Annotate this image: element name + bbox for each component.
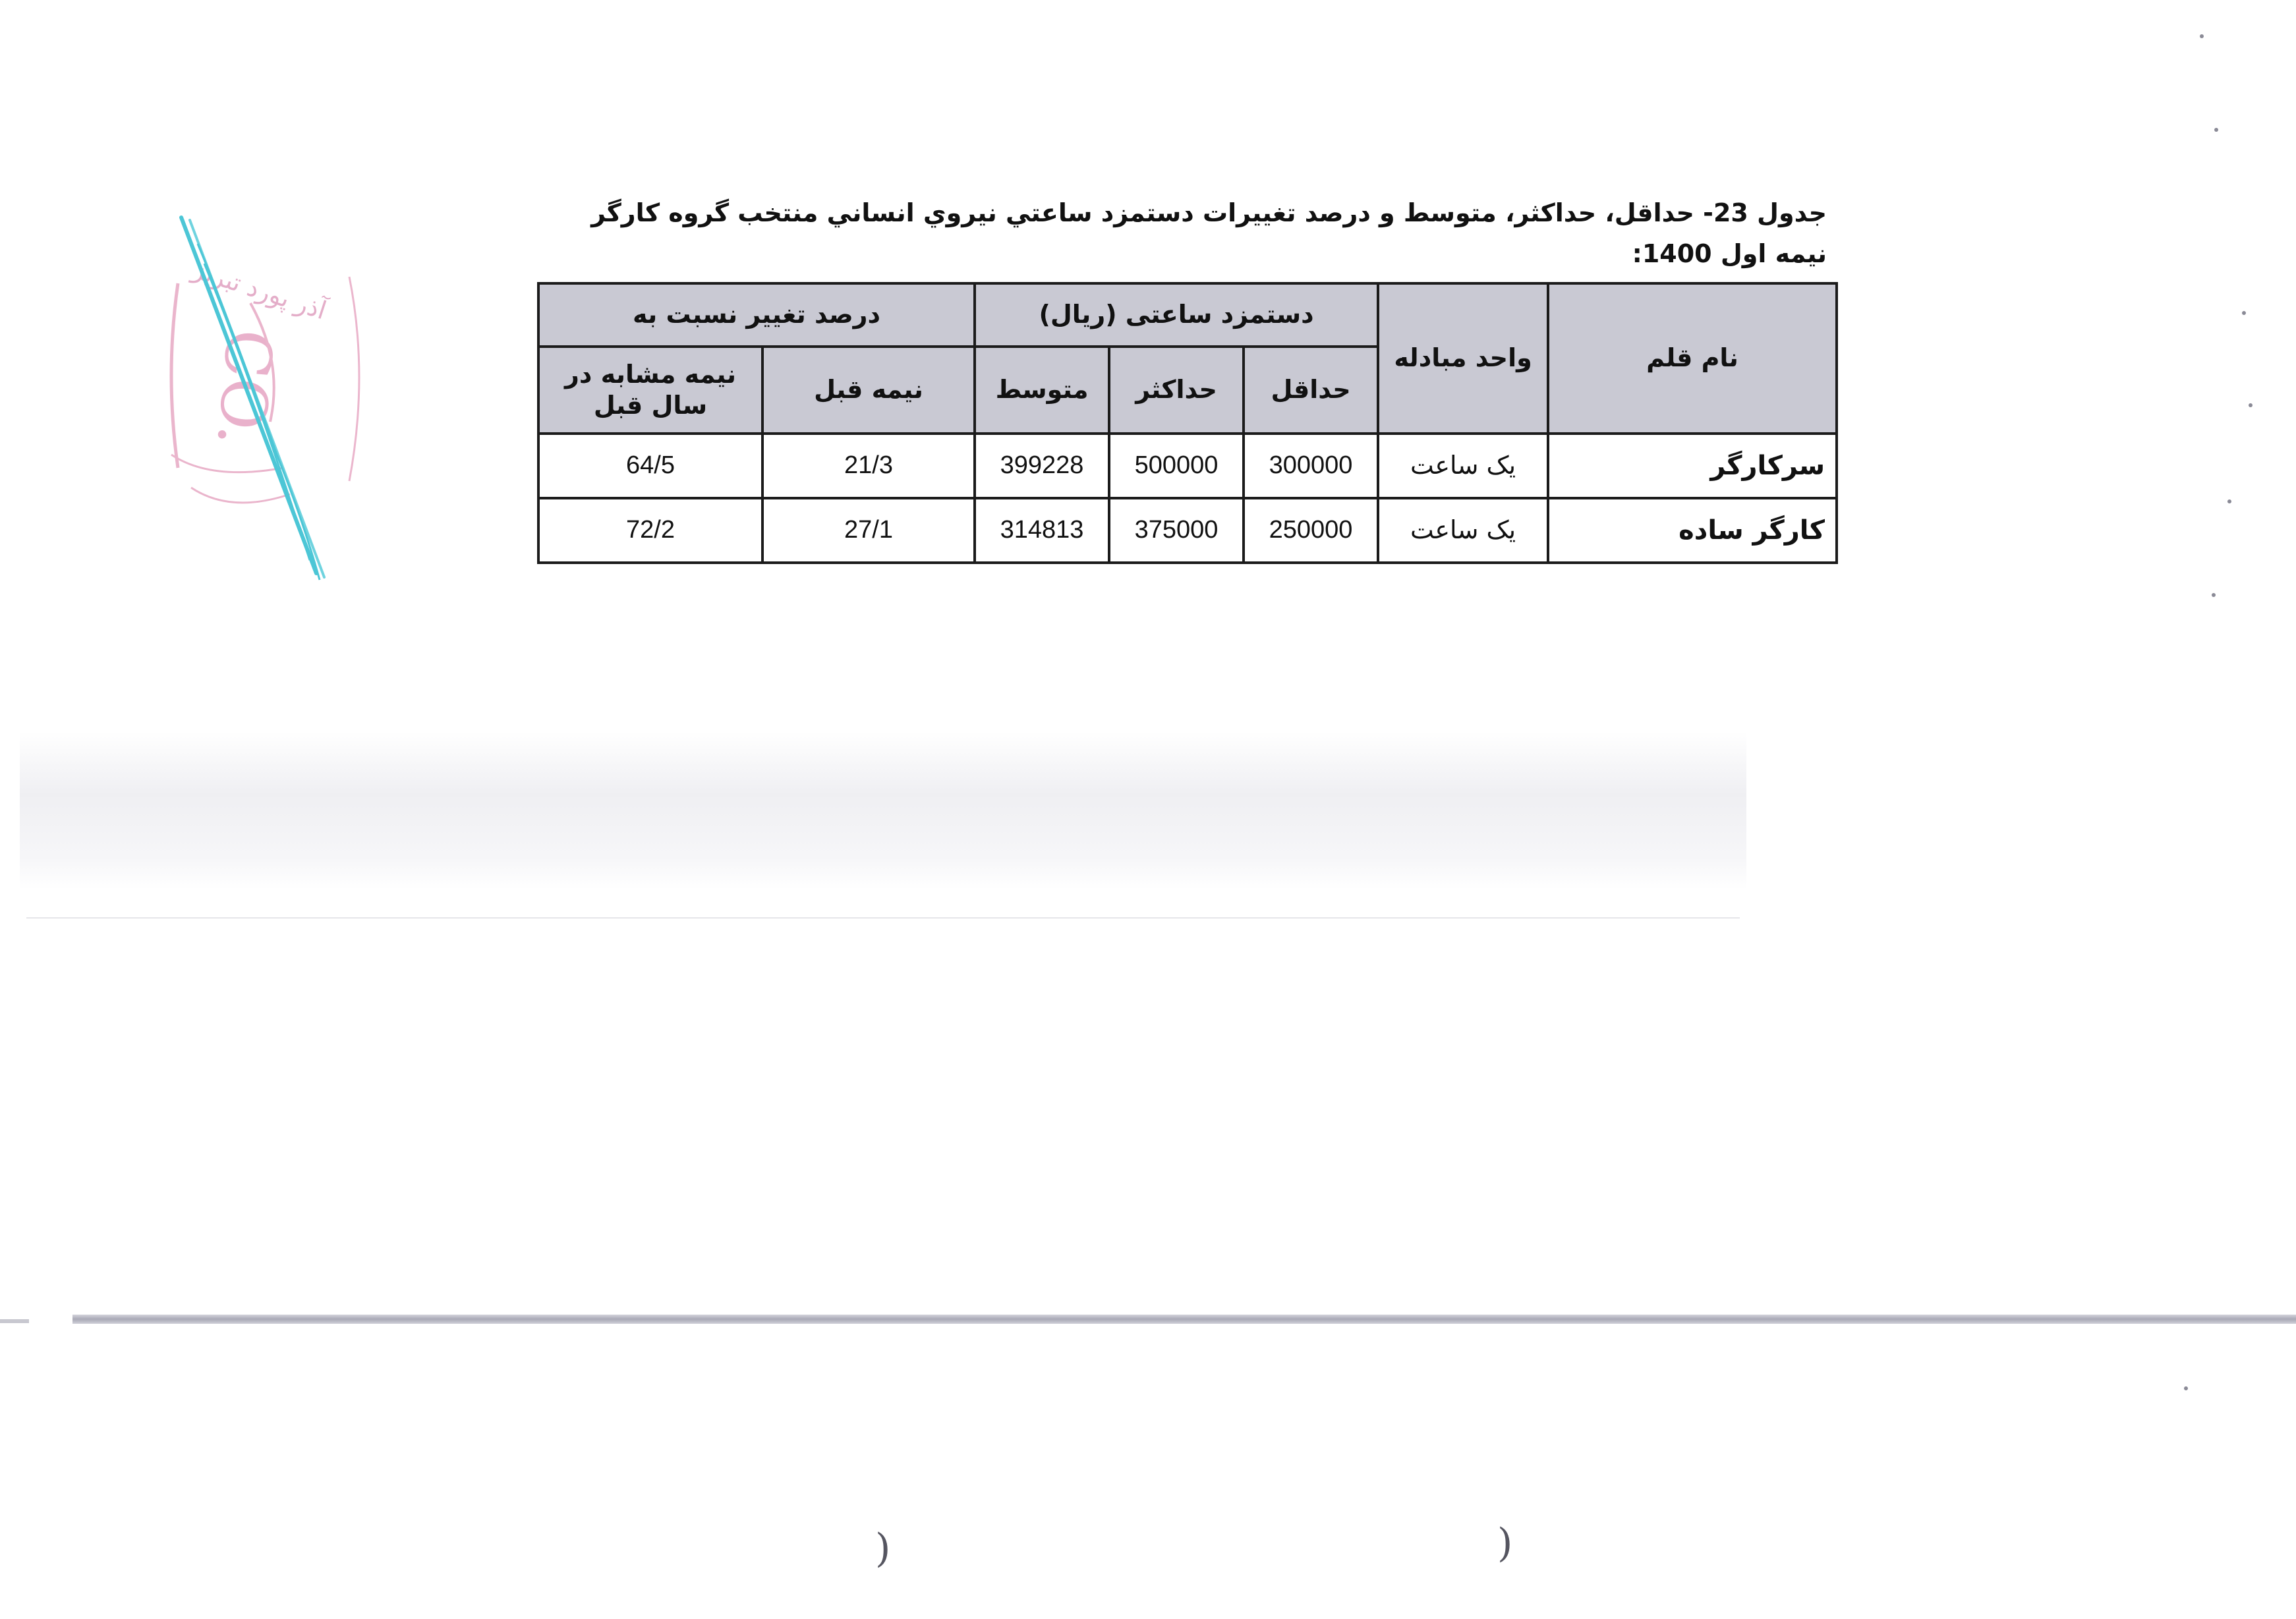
header-unit: واحد مبادله <box>1378 283 1548 434</box>
scan-bracket-mark: ) <box>1497 1520 1513 1566</box>
wage-table <box>537 282 1838 564</box>
cell-min: 300000 <box>1244 434 1378 498</box>
scan-speck <box>2200 34 2204 38</box>
scan-shadow-band <box>20 731 1746 890</box>
cell-name: سرکارگر <box>1548 434 1837 498</box>
table-title <box>575 192 1827 274</box>
cell-same-half-prev-year: 72/2 <box>538 498 762 563</box>
scan-faint-line <box>26 917 1740 919</box>
stamp-text-mid: CO. <box>202 326 287 449</box>
stamp-ring <box>171 254 359 503</box>
cell-max: 500000 <box>1109 434 1244 498</box>
cell-min: 250000 <box>1244 498 1378 563</box>
scan-speck <box>2249 403 2253 407</box>
table-title-line-1: جدول 23- حداقل، حداكثر، متوسط و درصد تغييرات دستمزد ساعتي نيروي انساني منتخب گروه كارگر <box>591 198 1827 227</box>
header-prev-half: نیمه قبل <box>762 347 975 434</box>
table-title-line-2: نيمه اول 1400: <box>1632 239 1827 268</box>
cell-prev-half: 27/1 <box>762 498 975 563</box>
cell-prev-half: 21/3 <box>762 434 975 498</box>
header-change-group: درصد تغییر نسبت به <box>538 283 975 347</box>
scan-speck <box>2214 128 2218 132</box>
header-min: حداقل <box>1244 347 1378 434</box>
company-stamp <box>152 204 369 586</box>
cell-same-half-prev-year: 64/5 <box>538 434 762 498</box>
header-same-half-prev-year: نیمه مشابه در سال قبل <box>538 347 762 434</box>
stamp-text-top: آذر پورد تبریز <box>189 254 330 326</box>
scan-speck <box>2227 499 2231 503</box>
cell-unit: یک ساعت <box>1378 434 1548 498</box>
cell-avg: 399228 <box>975 434 1109 498</box>
scan-edge-line-left <box>0 1319 29 1323</box>
scan-speck <box>2242 311 2246 315</box>
scan-speck <box>2212 593 2216 597</box>
header-hourly-wage: دستمزد ساعتی (ریال) <box>975 283 1378 347</box>
header-avg: متوسط <box>975 347 1109 434</box>
cell-avg: 314813 <box>975 498 1109 563</box>
table-row <box>538 498 1837 563</box>
table-header-row-1 <box>538 283 1837 347</box>
cell-max: 375000 <box>1109 498 1244 563</box>
scan-edge-line <box>72 1315 2296 1324</box>
cell-name: کارگر ساده <box>1548 498 1837 563</box>
header-item-name: نام قلم <box>1548 283 1837 434</box>
table-row <box>538 434 1837 498</box>
header-max: حداکثر <box>1109 347 1244 434</box>
cell-unit: یک ساعت <box>1378 498 1548 563</box>
scan-speck <box>2184 1386 2188 1390</box>
scan-bracket-mark: ) <box>875 1525 891 1572</box>
